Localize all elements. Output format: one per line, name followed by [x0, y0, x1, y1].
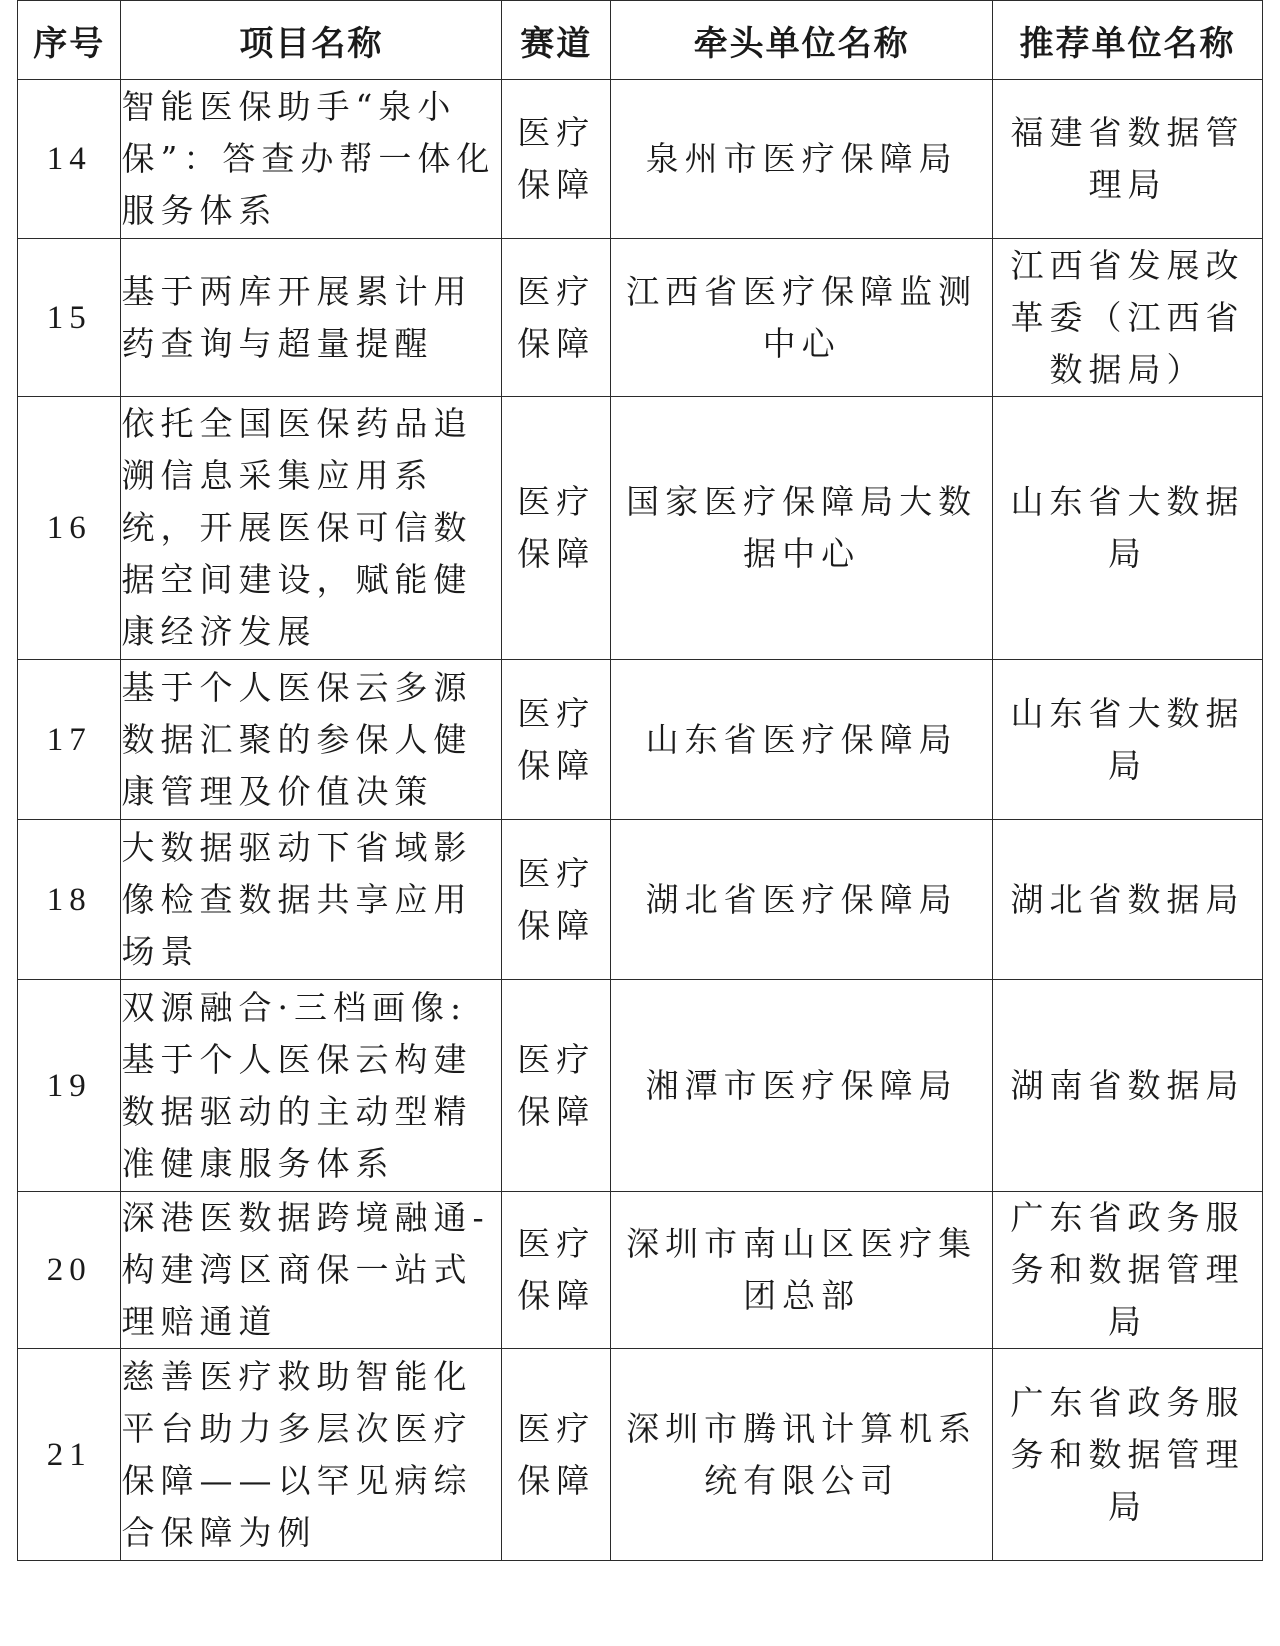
cell-recommending-unit: 湖北省数据局: [993, 820, 1263, 980]
cell-track: 医疗保障: [502, 239, 611, 397]
table-header: [18, 1, 1263, 80]
header-recommending-unit: 推荐单位名称: [993, 1, 1263, 80]
cell-recommending-unit: 山东省大数据局: [993, 660, 1263, 820]
cell-project-name: 慈善医疗救助智能化平台助力多层次医疗保障——以罕见病综合保障为例: [121, 1349, 502, 1561]
cell-recommending-unit: 山东省大数据局: [993, 397, 1263, 660]
cell-serial-number: 14: [18, 80, 121, 239]
table-row: [18, 980, 1263, 1192]
cell-track: 医疗保障: [502, 660, 611, 820]
cell-project-name: 大数据驱动下省域影像检查数据共享应用场景: [121, 820, 502, 980]
table-row: [18, 1192, 1263, 1349]
table-row: [18, 397, 1263, 660]
cell-track: 医疗保障: [502, 397, 611, 660]
header-track: 赛道: [502, 1, 611, 80]
header-lead-unit: 牵头单位名称: [611, 1, 993, 80]
cell-track: 医疗保障: [502, 1192, 611, 1349]
cell-lead-unit: 山东省医疗保障局: [611, 660, 993, 820]
cell-lead-unit: 深圳市南山区医疗集团总部: [611, 1192, 993, 1349]
cell-lead-unit: 江西省医疗保障监测中心: [611, 239, 993, 397]
table-row: [18, 80, 1263, 239]
cell-serial-number: 20: [18, 1192, 121, 1349]
cell-lead-unit: 湖北省医疗保障局: [611, 820, 993, 980]
cell-lead-unit: 国家医疗保障局大数据中心: [611, 397, 993, 660]
cell-serial-number: 18: [18, 820, 121, 980]
cell-serial-number: 21: [18, 1349, 121, 1561]
header-row: [18, 1, 1263, 80]
cell-project-name: 基于个人医保云多源数据汇聚的参保人健康管理及价值决策: [121, 660, 502, 820]
project-table: [17, 0, 1263, 1561]
cell-lead-unit: 深圳市腾讯计算机系统有限公司: [611, 1349, 993, 1561]
cell-recommending-unit: 江西省发展改革委（江西省数据局）: [993, 239, 1263, 397]
table-row: [18, 239, 1263, 397]
cell-recommending-unit: 广东省政务服务和数据管理局: [993, 1192, 1263, 1349]
table-body: [18, 80, 1263, 1561]
header-serial-number: 序号: [18, 1, 121, 80]
cell-lead-unit: 湘潭市医疗保障局: [611, 980, 993, 1192]
cell-track: 医疗保障: [502, 980, 611, 1192]
cell-lead-unit: 泉州市医疗保障局: [611, 80, 993, 239]
cell-serial-number: 17: [18, 660, 121, 820]
cell-project-name: 智能医保助手“泉小保”：答查办帮一体化服务体系: [121, 80, 502, 239]
cell-recommending-unit: 福建省数据管理局: [993, 80, 1263, 239]
cell-track: 医疗保障: [502, 820, 611, 980]
cell-serial-number: 16: [18, 397, 121, 660]
table-row: [18, 820, 1263, 980]
table-row: [18, 660, 1263, 820]
cell-serial-number: 15: [18, 239, 121, 397]
cell-recommending-unit: 湖南省数据局: [993, 980, 1263, 1192]
cell-project-name: 双源融合·三档画像:基于个人医保云构建数据驱动的主动型精准健康服务体系: [121, 980, 502, 1192]
table-row: [18, 1349, 1263, 1561]
cell-recommending-unit: 广东省政务服务和数据管理局: [993, 1349, 1263, 1561]
cell-track: 医疗保障: [502, 1349, 611, 1561]
header-project-name: 项目名称: [121, 1, 502, 80]
cell-project-name: 深港医数据跨境融通-构建湾区商保一站式理赔通道: [121, 1192, 502, 1349]
cell-project-name: 依托全国医保药品追溯信息采集应用系统，开展医保可信数据空间建设，赋能健康经济发展: [121, 397, 502, 660]
cell-project-name: 基于两库开展累计用药查询与超量提醒: [121, 239, 502, 397]
cell-track: 医疗保障: [502, 80, 611, 239]
project-list-sheet: [17, 0, 1263, 1561]
cell-serial-number: 19: [18, 980, 121, 1192]
